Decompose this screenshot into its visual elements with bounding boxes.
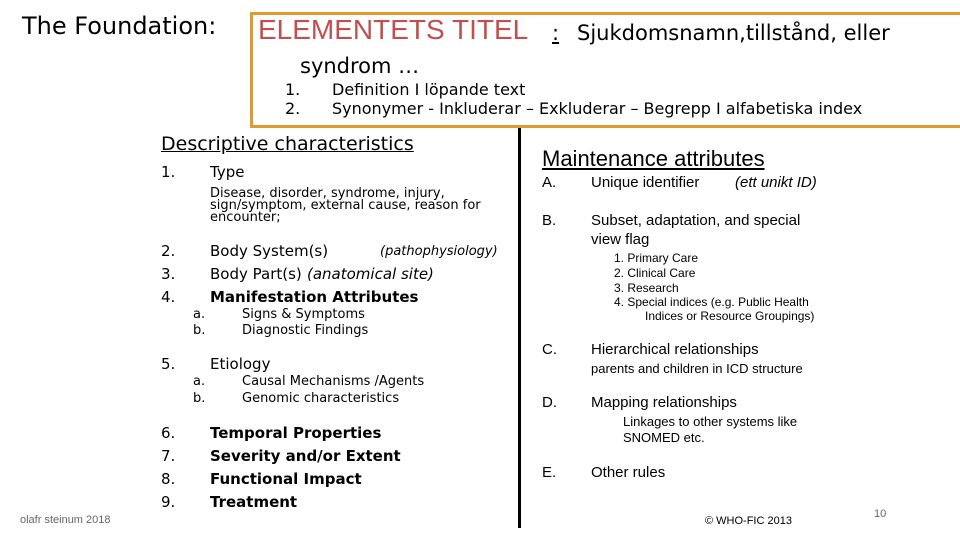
sub-letter: b. [193, 391, 206, 406]
body-system-note: (pathophysiology) [380, 244, 498, 259]
item-treatment: Treatment [210, 493, 298, 511]
item-body-part: Body Part(s) [210, 265, 302, 283]
item-number: 5. [161, 355, 176, 373]
sub-diagnostic-findings: Diagnostic Findings [242, 323, 369, 338]
maintenance-heading: Maintenance attributes [542, 146, 765, 171]
item-type: Type [210, 163, 245, 181]
sub-causal-mechanisms: Causal Mechanisms /Agents [242, 374, 425, 389]
attr-subset-cont: view flag [591, 231, 650, 248]
item-functional-impact: Functional Impact [210, 470, 362, 488]
body-part-note: (anatomical site) [307, 265, 434, 283]
title-description-cont: syndrom … [300, 54, 420, 78]
subset-item: 1. Primary Care [614, 251, 699, 265]
attr-mapping: Mapping relationships [591, 394, 737, 411]
attr-unique-identifier: Unique identifier [591, 174, 700, 191]
header-item-synonyms: Synonymer - Inkluderar – Exkluderar – Begrepp I alfabetiska index [332, 99, 863, 118]
mapping-detail: Linkages to other systems like [623, 414, 798, 429]
item-number: 9. [161, 493, 176, 511]
item-severity: Severity and/or Extent [210, 447, 401, 465]
item-number: 3. [161, 265, 176, 283]
mapping-detail-cont: SNOMED etc. [623, 430, 705, 445]
item-number: 2. [161, 242, 176, 260]
page-number: 10 [874, 508, 887, 520]
attr-letter: A. [542, 174, 557, 191]
sub-letter: a. [193, 307, 206, 322]
title-description: Sjukdomsnamn,tillstånd, eller [577, 21, 890, 45]
header-item-definition: Definition I löpande text [332, 80, 526, 99]
item-body-system: Body System(s) [210, 242, 329, 260]
unique-identifier-note: (ett unikt ID) [735, 174, 817, 191]
subset-item: 2. Clinical Care [614, 266, 696, 280]
sub-genomic: Genomic characteristics [242, 391, 400, 406]
header-item-number: 1. [285, 80, 301, 99]
item-manifestation: Manifestation Attributes [210, 288, 419, 306]
element-title: ELEMENTETS TITEL [258, 14, 529, 45]
subset-item: 3. Research [614, 281, 679, 295]
item-number: 4. [161, 288, 176, 306]
descriptive-heading: Descriptive characteristics [161, 133, 414, 155]
attr-other-rules: Other rules [591, 464, 666, 481]
item-number: 1. [161, 163, 176, 181]
title-colon: : [552, 21, 560, 45]
subset-item: 4. Special indices (e.g. Public Health [614, 295, 809, 309]
item-number: 7. [161, 447, 176, 465]
attr-letter: E. [542, 464, 557, 481]
attr-letter: C. [542, 341, 557, 358]
type-detail: Disease, disorder, syndrome, injury, sign/symptom, external cause, reason for encounter; [210, 186, 481, 225]
hierarchical-detail: parents and children in ICD structure [591, 361, 803, 376]
sub-letter: b. [193, 323, 206, 338]
subset-item-cont: Indices or Resource Groupings) [645, 309, 815, 323]
attr-letter: D. [542, 394, 557, 411]
foundation-label: The Foundation: [22, 12, 217, 40]
item-number: 6. [161, 424, 176, 442]
column-divider [518, 128, 521, 528]
item-number: 8. [161, 470, 176, 488]
attr-hierarchical: Hierarchical relationships [591, 341, 759, 358]
attr-subset: Subset, adaptation, and special [591, 212, 801, 229]
footer-author: olafr steinum 2018 [20, 514, 111, 526]
attr-letter: B. [542, 212, 557, 229]
sub-signs-symptoms: Signs & Symptoms [242, 307, 365, 322]
item-temporal: Temporal Properties [210, 424, 382, 442]
sub-letter: a. [193, 374, 206, 389]
footer-copyright: © WHO-FIC 2013 [705, 515, 792, 527]
header-item-number: 2. [285, 99, 301, 118]
item-etiology: Etiology [210, 355, 271, 373]
